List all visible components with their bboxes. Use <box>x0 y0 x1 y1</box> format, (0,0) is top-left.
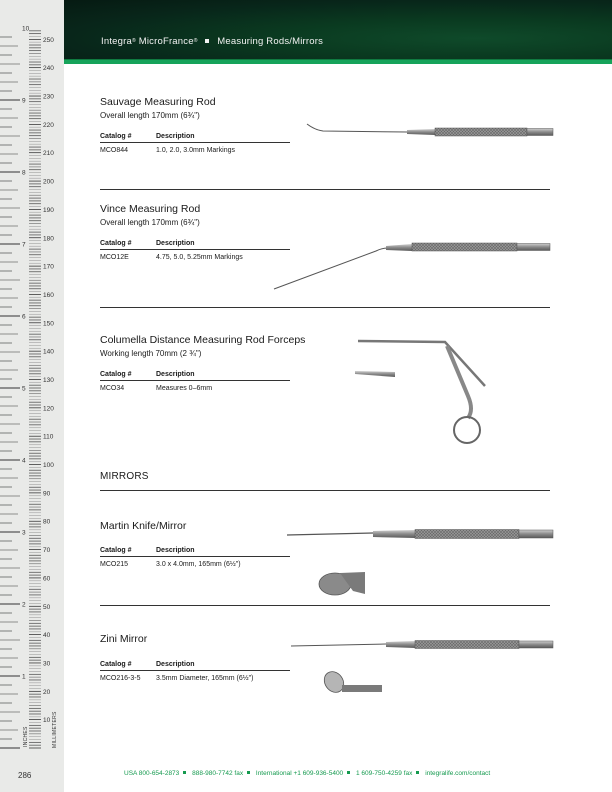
ruler-mm-label: 150 <box>43 320 54 328</box>
table-header: Catalog # Description <box>100 133 290 143</box>
zini-mirror-image <box>290 636 558 696</box>
rod-taper <box>386 244 412 251</box>
ruler-inch-label: 3 <box>22 529 26 537</box>
table-row <box>100 381 290 392</box>
forceps-ring-handle <box>454 417 480 443</box>
section-name: Measuring Rods/Mirrors <box>217 36 324 47</box>
rod-tip <box>287 533 373 535</box>
mirror-shank-detail <box>342 685 382 692</box>
ruler-mm-label: 20 <box>43 688 51 696</box>
ruler-millimeters-title: MILLIMETERS <box>52 711 58 748</box>
catalog-number: MCO12E <box>100 254 129 261</box>
rod-tip <box>307 124 407 132</box>
ruler-mm-label: 230 <box>43 93 54 101</box>
rod-handle <box>415 530 519 539</box>
rod-taper <box>386 641 415 648</box>
footer-intl-phone: International +1 609-936-5400 <box>255 770 344 777</box>
rod-taper <box>407 129 435 135</box>
catalog-table <box>100 133 290 154</box>
ruler-mm-label: 60 <box>43 575 51 583</box>
footer-intl-fax: 1 609-750-4259 fax <box>355 770 413 777</box>
product-title: Columella Distance Measuring Rod Forceps <box>100 334 306 346</box>
columella-forceps-image <box>350 334 490 446</box>
table-row <box>100 143 290 154</box>
rod-handle <box>415 641 519 649</box>
ruler-graphic <box>0 0 64 792</box>
catalog-table <box>100 371 290 392</box>
rod-end-cap <box>517 244 550 251</box>
ruler-inch-label: 6 <box>22 313 26 321</box>
rod-tip <box>291 644 386 646</box>
ruler-mm-label: 90 <box>43 490 51 498</box>
ruler-mm-label: 140 <box>43 348 54 356</box>
table-header: Catalog # Description <box>100 240 290 250</box>
ruler-mm-label: 10 <box>43 717 51 725</box>
rod-taper <box>373 530 415 538</box>
ruler-mm-label: 110 <box>43 433 54 441</box>
measurement-ruler <box>0 0 64 792</box>
ruler-inches-title: INCHES <box>23 726 29 747</box>
description: 3.0 x 4.0mm, 165mm (6½") <box>156 561 241 568</box>
ruler-mm-label: 240 <box>43 65 54 73</box>
product-subtitle: Overall length 170mm (6¾") <box>100 218 200 227</box>
ruler-inch-label: 5 <box>22 385 26 393</box>
ruler-mm-label: 80 <box>43 518 51 526</box>
rod-end-cap <box>527 129 553 136</box>
contact-footer <box>124 770 490 777</box>
ruler-mm-label: 220 <box>43 121 54 129</box>
page-number: 286 <box>18 771 32 780</box>
bullet-separator <box>183 771 186 774</box>
section-divider <box>100 189 550 190</box>
brand-name: Integra <box>101 36 132 47</box>
catalog-number: MCO215 <box>100 561 129 568</box>
rod-tip <box>274 248 388 289</box>
description: 4.75, 5.0, 5.25mm Markings <box>156 254 243 261</box>
description: Measures 0–6mm <box>156 385 213 392</box>
forceps-upper-jaw <box>358 341 485 386</box>
bullet-separator <box>247 771 250 774</box>
table-header: Catalog # Description <box>100 661 290 671</box>
catalog-table <box>100 240 290 261</box>
ruler-mm-label: 160 <box>43 291 54 299</box>
description: 1.0, 2.0, 3.0mm Markings <box>156 147 235 154</box>
section-divider <box>100 490 550 491</box>
bullet-separator <box>416 771 419 774</box>
section-divider <box>100 605 550 606</box>
product-subtitle: Overall length 170mm (6¾") <box>100 111 200 120</box>
table-row <box>100 671 290 682</box>
bullet-separator <box>205 39 209 43</box>
forceps-tip-detail <box>355 371 395 377</box>
header-banner <box>64 0 612 64</box>
ruler-mm-label: 100 <box>43 462 54 470</box>
catalog-number: MCO34 <box>100 385 125 392</box>
ruler-mm-label: 120 <box>43 405 54 413</box>
product-title: Martin Knife/Mirror <box>100 520 187 532</box>
product-title: Zini Mirror <box>100 633 148 645</box>
bullet-separator <box>347 771 350 774</box>
ruler-mm-label: 50 <box>43 603 51 611</box>
ruler-mm-label: 30 <box>43 660 51 668</box>
catalog-number: MCO216-3-5 <box>100 675 141 682</box>
ruler-inch-label: 7 <box>22 241 26 249</box>
mirrors-heading: MIRRORS <box>100 471 149 482</box>
ruler-mm-label: 70 <box>43 547 51 555</box>
ruler-mm-label: 180 <box>43 235 54 243</box>
ruler-inch-label: 1 <box>22 673 26 681</box>
martin-knife-mirror-image <box>285 526 557 598</box>
catalog-table <box>100 661 290 682</box>
catalog-table <box>100 547 290 568</box>
vince-measuring-rod-image <box>270 236 555 292</box>
table-header: Catalog # Description <box>100 371 290 381</box>
rod-handle <box>435 128 527 136</box>
table-row <box>100 557 290 568</box>
footer-usa-phone: USA 800-654-2873 <box>124 770 180 777</box>
description: 3.5mm Diameter, 165mm (6½") <box>156 675 254 682</box>
catalog-number: MCO844 <box>100 147 129 154</box>
rod-end-cap <box>519 530 553 538</box>
ruler-mm-label: 40 <box>43 632 51 640</box>
section-divider <box>100 307 550 308</box>
table-header: Catalog # Description <box>100 547 290 557</box>
rod-end-cap <box>519 641 553 648</box>
ruler-mm-label: 210 <box>43 150 54 158</box>
product-line: MicroFrance <box>138 36 194 47</box>
header-title: Integra® MicroFrance® Measuring Rods/Mirrors <box>101 36 324 47</box>
product-subtitle: Working length 70mm (2 ¾") <box>100 349 202 358</box>
footer-contact-link[interactable]: integralife.com/contact <box>425 770 491 777</box>
ruler-mm-label: 250 <box>43 36 54 44</box>
ruler-mm-label: 130 <box>43 376 54 384</box>
ruler-mm-label: 170 <box>43 263 54 271</box>
product-title: Sauvage Measuring Rod <box>100 96 216 108</box>
footer-usa-fax: 888-980-7742 fax <box>192 770 244 777</box>
product-vince-measuring-rod <box>100 203 550 261</box>
ruler-mm-label: 200 <box>43 178 54 186</box>
ruler-inch-label: 10 <box>22 25 30 33</box>
ruler-inch-label: 9 <box>22 97 26 105</box>
rod-handle <box>412 243 517 251</box>
ruler-inch-label: 2 <box>22 601 26 609</box>
table-row <box>100 250 290 261</box>
ruler-mm-label: 190 <box>43 206 54 214</box>
product-title: Vince Measuring Rod <box>100 203 201 215</box>
ruler-inch-label: 4 <box>22 457 26 465</box>
ruler-inch-label: 8 <box>22 169 26 177</box>
sauvage-measuring-rod-image <box>305 118 555 142</box>
